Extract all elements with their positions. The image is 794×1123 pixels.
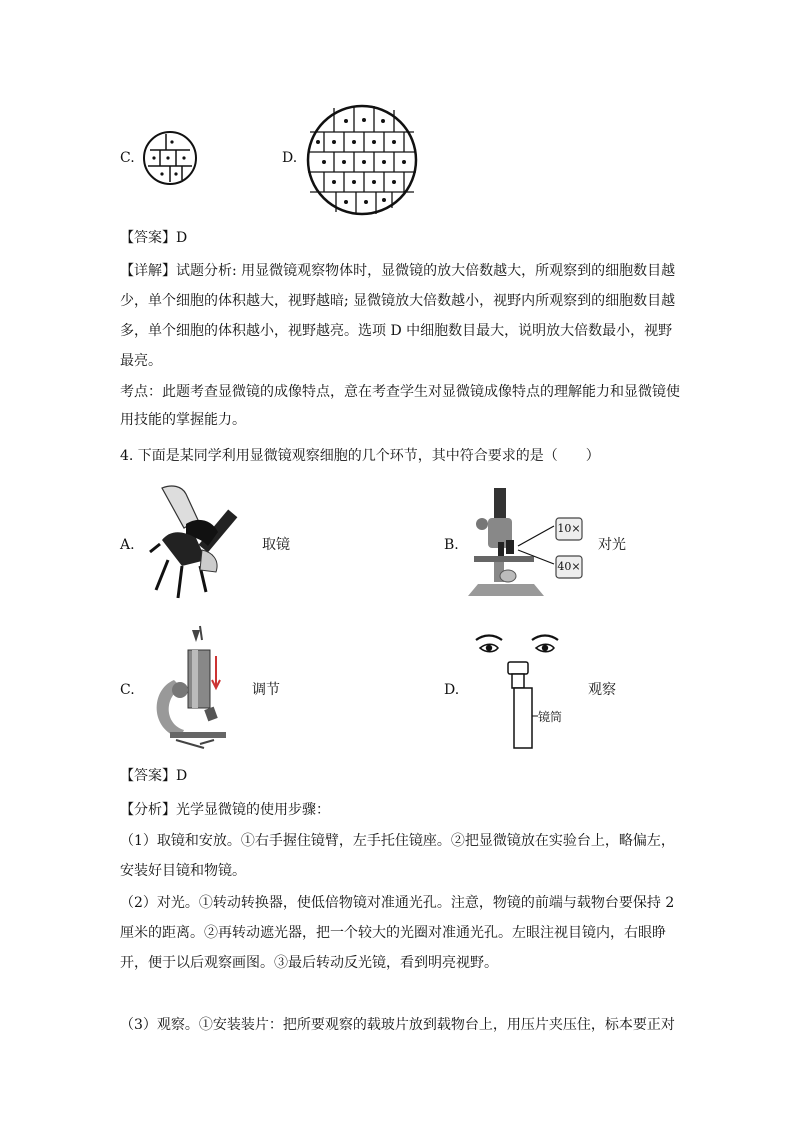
- q4-step-1: （1）取镜和安放。①右手握住镜臂，左手托住镜座。②把显微镜放在实验台上，略偏左，安装好目镜和物镜。: [120, 833, 675, 879]
- option-c-cell-image: [142, 130, 198, 186]
- microscope-light-image: [464, 478, 590, 606]
- microscope-adjust-image: [140, 620, 248, 758]
- q4-option-a-label: A.: [120, 537, 135, 553]
- lens-10x-label: 10×: [557, 522, 581, 535]
- q4-option-d-caption: 观察: [588, 682, 616, 698]
- option-d-cell-image: [306, 104, 418, 216]
- q4-step-3: （3）观察。①安装装片：把所要观察的载玻片放到载物台上，用压片夹压住，标本要正对: [120, 1017, 675, 1033]
- q4-option-c-label: C.: [120, 682, 135, 698]
- microscope-carry-image: [142, 480, 254, 605]
- q4-answer: 【答案】D: [120, 768, 188, 784]
- q4-stem: 4. 下面是某同学利用显微镜观察细胞的几个环节，其中符合要求的是（ ）: [120, 448, 600, 464]
- eyepiece-tube-label: 镜筒: [538, 710, 563, 724]
- q4-option-b-label: B.: [444, 537, 459, 553]
- q4-option-d-label: D.: [444, 682, 460, 698]
- q4-option-a-caption: 取镜: [262, 537, 290, 553]
- q3-point: 考点：此题考查显微镜的成像特点，意在考查学生对显微镜成像特点的理解能力和显微镜使用技能的掌握能力。: [120, 384, 680, 428]
- q4-option-c-caption: 调节: [252, 682, 280, 698]
- option-d-label: D.: [282, 150, 298, 166]
- q4-analysis-title: 【分析】光学显微镜的使用步骤：: [120, 802, 330, 818]
- microscope-observe-image: [466, 624, 578, 754]
- lens-40x-label: 40×: [557, 560, 581, 573]
- option-c-label: C.: [120, 150, 135, 166]
- q4-step-2: （2）对光。①转动转换器，使低倍物镜对准通光孔。注意，物镜的前端与载物台要保持 2 厘米的距离。②再转动遮光器，把一个较大的光圈对准通光孔。左眼注视目镜内，右眼睁开，便于以后观察画图。③最后转动反光镜，看到明亮视野。: [120, 895, 675, 971]
- q3-detail: 【详解】试题分析: 用显微镜观察物体时，显微镜的放大倍数越大，所观察到的细胞数目越少，单个细胞的体积越大，视野越暗; 显微镜放大倍数越小，视野内所观察到的细胞数目越多，单个细胞的体积越小，视野越亮。选项 D 中细胞数目最大，说明放大倍数最小，视野最亮。: [120, 263, 676, 369]
- q3-answer: 【答案】D: [120, 230, 188, 246]
- q4-option-b-caption: 对光: [598, 537, 626, 553]
